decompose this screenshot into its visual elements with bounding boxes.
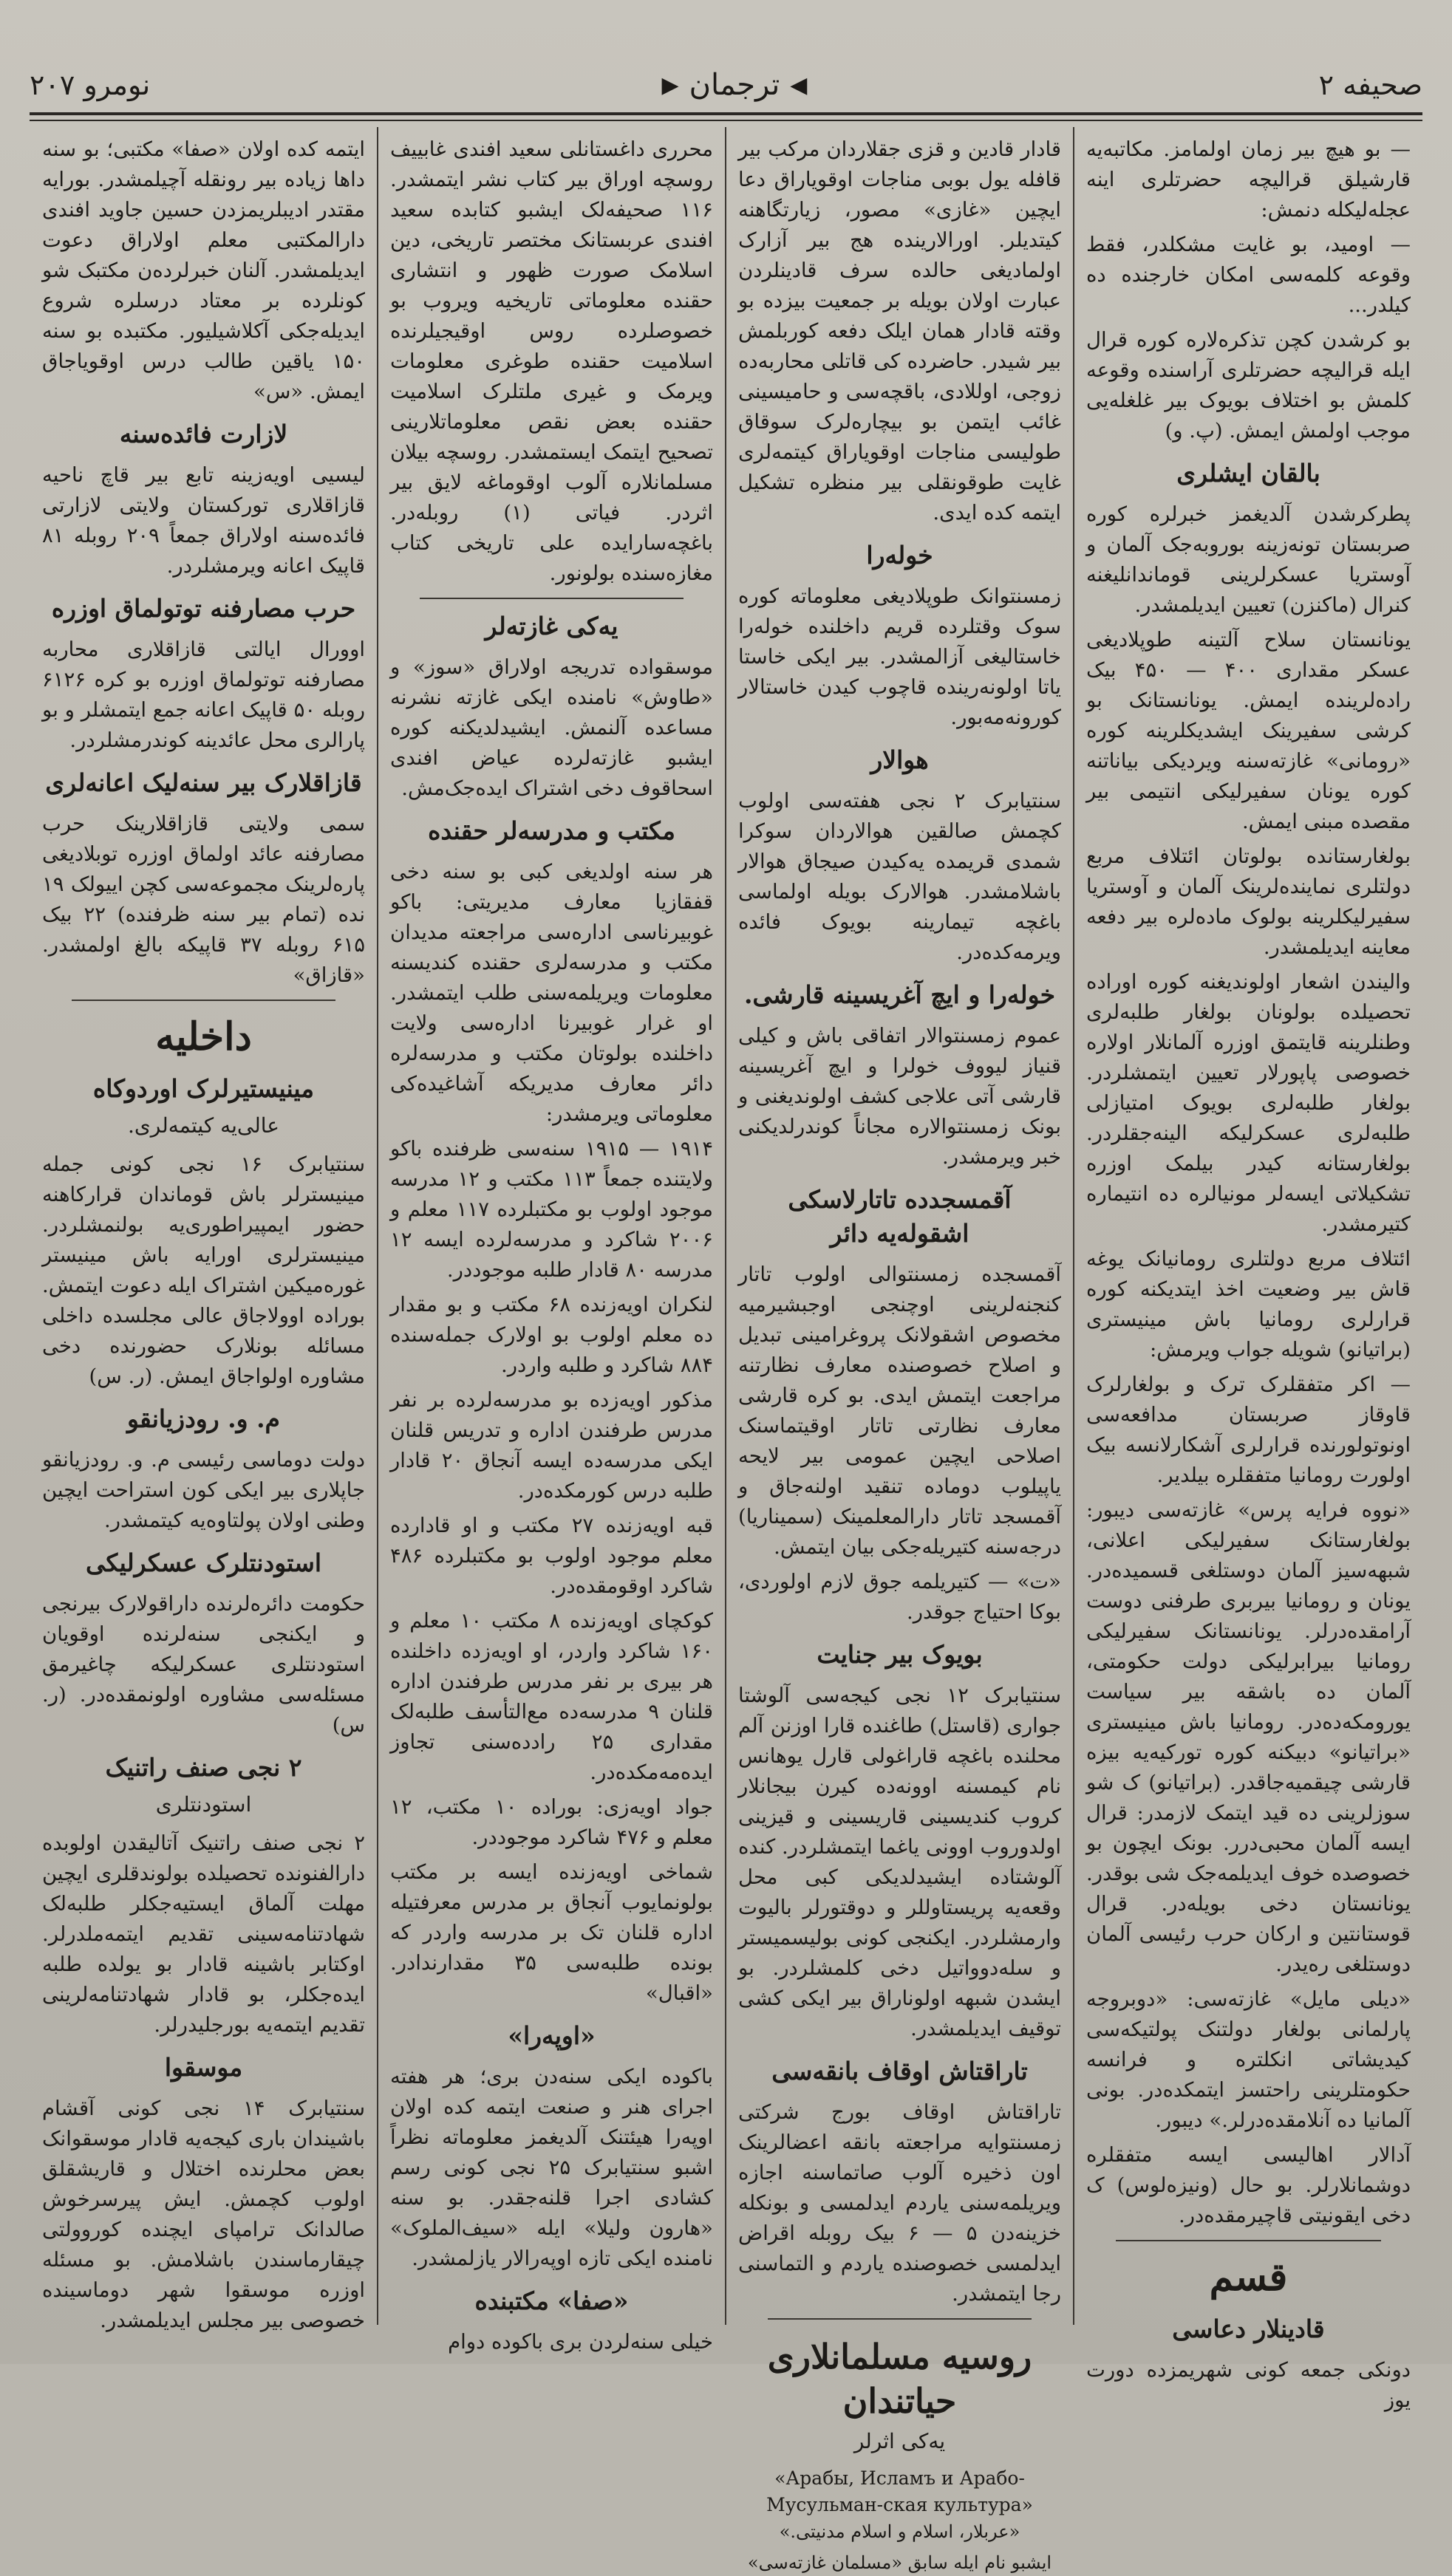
newspaper-title-block (662, 68, 808, 102)
book-title-cyrillic: «Арабы, Исламъ и Арабо-Мусульман-ская культура» (766, 2467, 1033, 2515)
section-divider (420, 598, 684, 599)
paragraph: دولت دوماسی رئیسی م. و. رودزیانقو جاپلاری بیر ایکی کون استراحت ایچین وطنی اولان پولتاوه‌یه کیتمشدر. (42, 1448, 365, 1532)
headline-fayda: لازارت فائده‌سنه (119, 420, 288, 448)
paragraph: «نووه فرایه پرس» غازته‌سی دیبور: بولغارستانک سفیرلیکی اعلانی، شبهه‌سیز آلمان دوستلغی قسمیده‌در. یونان و رومانیا بیربری طرفنی دوست آرامقده‌درلر. یونانستانک سفیرلیکی رومانیا بیرابرلیکی دولت حکومتی، آلمان ده باشقه بیر سیاست یورومکه‌ده‌در. رومانیا باش مینیستری «براتیانو» دبیکنه کوره تورکیه‌یه بیزه قارشی چیقمیه‌جاقدر. (براتیانو) ک شو سوزلرینی ده قید ایتمک لازمدر: قرال ایسه آلمان محبی‌درر. بونک ایچون بو خصوصده خوف ایدیلمه‌جک شی بوقدر. یونانستان دخی بویله‌در. قرال قوستانتین و ارکان حرب رئیسی آلمان دوستلغی ره‌یدر. (1086, 1498, 1411, 1976)
book-title-translation: «عربلار، اسلام و اسلام مدنیتی.» (779, 2521, 1020, 2542)
paragraph: خیلی سنه‌لردن بری باکوده دوام (448, 2330, 713, 2354)
headline-qazaq: قازاقلارک بیر سنه‌لیک اعانه‌لری (45, 768, 362, 797)
paragraph: بو کرشدن کچن تذکره‌لاره کوره قرال ایله قرالیچه حضرتلری آراسنده وقوعه کلمش بو اختلاف بویوک بیر غلغله‌یی موجب اولمش ایمش. (پ. و) (1086, 328, 1411, 443)
column-3 (378, 127, 726, 2354)
headline-gazete: یه‌کی غازته‌لر (485, 612, 618, 640)
paragraph: «ت» — کتیریلمه جوق لازم اولوردی، بوکا احتیاج جوقدر. (738, 1570, 1061, 1624)
headline-rodzianko: م. و. رودزیانقو (127, 1404, 280, 1433)
paragraph: هر سنه اولدیغی کبی بو سنه دخی قفقازیا معارف مدیریتی: باکو غوبیرناسی اداره‌سی مراجعته مدیدان مکتب و مدرسه‌لری حقنده کندیسنه معلومات ویریلمه‌سنی طلب ایتمشدر. او غرار غوبیرنا اداره‌سی ولایت داخلنده بولوتان مکتب و مدرسه‌لره دائر معارف مدیریکه آشاغیده‌کی معلوماتی ویرمشدر: (390, 860, 713, 1126)
headline-ministers: مینیستیرلرک اوردوکاه (92, 1074, 315, 1103)
paragraph: سنتیابرک ۱۶ نجی کونی جمله مینیسترلر باش قوماندان قرارکاهنه حضور ایمپیراطوری‌یه بولنمشلردر. مینیسترلری اورایه باش مینیستر غوره‌میکین اشتراک ایله دعوت ایتمش. بوراده اوولاجاق عالی مجلسده داخلی مسائله بونلارک حضورنده دخی مشاوره اولواجاق ایمش. (ر. س) (42, 1152, 366, 1388)
paragraph: آقمسجده زمسنتوالی اولوب تاتار کنجنه‌لرینی اوچنجی اوجبشیرمیه مخصوص اشقولانک پروغرامینی تبدیل و اصلاح خصوصنده معارف نظارتنه مراجعت ایتمش ایدی. بو کره قارشی معارف نظارتی تاتار اوقیتماسنک اصلاحی ایچین عمومی بیر لایحه یاپیلوب دوماده تنقید اولنه‌جاق و آقمسجد تاتار دارالمعلمینک (سمیناریا) درجه‌سنه کتیریله‌جکی بیان ایتمش. (738, 1263, 1061, 1559)
ornament-icon: ◀ (790, 72, 808, 98)
paragraph: حکومت دائره‌لرنده داراقولارک بیرنجی و ایکنجی سنه‌لرنده اوقویان استودنتلری عسکرلیکه چاغیرمق مسئله‌سی مشاوره اولونمقده‌در. (ر. س) (42, 1592, 365, 1737)
paragraph: ایشبو نام ایله سابق «مسلمان غازته‌سی» (747, 2552, 1052, 2573)
paragraph: جواد اویه‌زی: بوراده ۱۰ مکتب، ۱۲ معلم و ۴۷۶ شاکرد موجوددر. (390, 1795, 713, 1849)
section-divider (72, 1000, 335, 1001)
paragraph: زمسنتوانک طوپلادیغی معلوماته کوره سوک وقتلرده قریم داخلنده خوله‌را خاستالیغی آزالمشدر. بیر ایکی خاستا یاتا اولونه‌رینده قاچوب کیدن خاستالار کورونه‌مه‌بور. (738, 584, 1061, 729)
paragraph: ائتلاف مربع دولتلری رومانیانک یوغه قاش بیر وضعیت اخذ ایتدیکنه کوره قرارلری رومانیا باش مینیستری (براتیانو) شویله جواب ویرمش: (1086, 1247, 1411, 1362)
headline-balkan: بالقان ایشلری (1176, 459, 1320, 488)
headline-ministers-line2: عالی‌یه کیتمه‌لری. (127, 1113, 280, 1138)
masthead-rule-thin (30, 120, 1422, 121)
ornament-icon: ▶ (661, 72, 679, 98)
paragraph: کوکچای اویه‌زنده ۸ مکتب ۱۰ معلم و ۱۶۰ شاکرد واردر، او اویه‌زده داخلنده هر بیری بر نفر مدرس طرفندن اداره قلنان ۹ مدرسه‌ده مع‌التأسف طلبه‌لک مقداری ۲۵ رادده‌سنی تجاوز ایده‌مه‌مکده‌در. (390, 1609, 713, 1784)
headline-kadinlar: قادینلار دعاسی (1172, 2314, 1325, 2343)
headline-bank: تاراقتاش اوقاف بانقه‌سی (771, 2057, 1028, 2085)
paragraph: بولغارستانده بولوتان ائتلاف مربع دولتلری نماینده‌لرینک آلمان و آوستریا سفیرلیکلرینه بولوک ماده‌لره بیر دفعه معاینه ایدیلمشدر. (1086, 844, 1411, 959)
headline-havalar: هوالار (870, 745, 929, 774)
section-divider (1116, 2240, 1381, 2241)
headline-aqmesjid: آقمسجدده تاتارلاسکی اشقوله‌یه دائر (788, 1185, 1012, 1248)
headline-opera: «اوپه‌را» (508, 2021, 596, 2050)
headline-harb: حرب مصارفنه توتولماق اوزره (51, 594, 356, 623)
paragraph: یونانستان سلاح آلتینه طوپلادیغی عسکر مقداری ۴۰۰ — ۴۵۰ بیک راده‌لرینده ایمش. یونانستانک بو کرشی سفیرینک ایشدیکلرینه کوره «رومانی» غازته‌سنه ویردیکی بیاناتنه کوره یونان سفیرلیکی انتیمی بیر مقصده مبنی ایمش. (1086, 628, 1411, 833)
issue-number: نومرو ۲۰۷ (30, 69, 151, 101)
headline-sinif-line2: استودنتلری (155, 1792, 252, 1817)
paragraph: — بو هیچ بیر زمان اولمامز. مکاتبه‌یه قارشیلق قرالیچه حضرتلری اینه عجله‌لیکله دنمش: (1086, 137, 1411, 222)
masthead-rule (30, 112, 1422, 115)
headline-qisim: قسم (1209, 2255, 1288, 2300)
paragraph: باکوده ایکی سنه‌دن بری؛ هر هفته اجرای هنر و صنعت ایتمه کده اولان اوپه‌را هیئتنک آلدیغمز معلوماته نظراً اشبو سنتیابرک ۲۵ نجی کونی رسم کشادی اجرا قلنه‌جقدر. بو سنه «هارون ولیلا» ایله «سیف‌الملوک» نامنده ایکی تازه اوپه‌رالار یازلمشدر. (390, 2065, 713, 2270)
paragraph: سمی ولایتی قازاقلارینک حرب مصارفنه عائد اولماق اوزره توبلادیغی پاره‌لرینک مجموعه‌سی کچن اییولک ۱۹ نده (تمام بیر سنه ظرفنده) ۲۲ بیک ۶۱۵ روبله ۳۷ قاپیکه بالغ اولمشدر. «قازاق» (42, 812, 366, 987)
paragraph: عموم زمسنتوالار اتفاقی باش و کیلی قنیاز لیووف خولرا و ایچ آغریسینه قارشی آتی علاجی کشف اولوندیغنی و بونک زمسنتوالاره مجاناً کوندرلدیکنی خبر ویرمشدر. (738, 1024, 1061, 1169)
headline-moskva: موسقوا (164, 2053, 243, 2082)
paragraph: لنکران اویه‌زنده ۶۸ مکتب و بو مقدار ده معلم اولوب بو اولارک جمله‌سنده ۸۸۴ شاکرد و طلبه واردر. (390, 1293, 713, 1377)
paragraph: ۲ نجی صنف راتنیک آتالیقدن اولوبده دارالفنونده تحصیلده بولوندقلری ایچین مهلت آلماق ایستیه‌جکلر طلبه‌لک شهادتنامه‌سینی تقدیم ایتمه‌ملدرلر. اوکتابر باشینه قادار بو یولده طلبه ایده‌جکلر، بو قادار شهادتنامه‌لرینی تقدیم ایتمه‌یه بورجلیدرلر. (42, 1831, 365, 2037)
section-divider (768, 2318, 1032, 2320)
masthead (30, 59, 1422, 111)
column-2 (726, 127, 1074, 2573)
paragraph: تاراقتاش اوقاف بورج شرکتی زمسنتوایه مراجعته بانقه اعضالرینک اون ذخیره آلوب صاتماسنه اجازه ویریلمه‌سنی یاردم ایدلمسی و بونکله خزینه‌دن ۵ — ۶ بیک روبله اقراض ایدلمسی خصوصنده یاردم و التماسنی رجا ایتمشدر. (738, 2100, 1061, 2306)
paragraph: مذکور اویه‌زده بو مدرسه‌لرده بر نفر مدرس طرفندن اداره و تدریس قلنان ایکی مدرسه‌ده ایسه آنجاق ۲۰ قادار طلبه درس کورمکده‌در. (390, 1388, 713, 1503)
paragraph: محرری داغستانلی سعید افندی غابییف روسچه اوراق بیر کتاب نشر ایتمشدر. ۱۱۶ صحیفه‌لک ایشبو کتابده سعید افندی عربستانک مختصر تاریخی، دین اسلامک صورت ظهور و انتشاری حقنده معلوماتی تاریخیه ویروب بو خصوصلرده روس اوقیجیلرنده اسلامیت حقنده طوغری معلومات ویرمک و غیری ملتلرک اسلامیت حقنده بعض نقص معلوماتلارینی تصحیح ایتمک ایستمشدر. روسچه بیلان مسلمانلاره آلوب اوقوماغه لایق بیر اثردر. فیاتی (۱) روبله‌در. باغچه‌سارایده علی تاریخی کتاب مغازه‌سنده بولونور. (390, 137, 713, 585)
paragraph: موسقواده تدریجه اولاراق «سوز» و «طاوش» نامنده ایکی غازته نشرنه مساعده آلنمش. ایشیدلدیکنه کوره ایشبو غازته‌لرده عیاض افندی اسحاقوف دخی اشتراک ایده‌جک‌مش. (390, 655, 713, 800)
headline-kholera: خوله‌را (866, 541, 933, 570)
section-subtitle: یه‌کی اثرلر (853, 2429, 946, 2453)
paragraph: لیسیی اویه‌زینه تابع بیر قاچ ناحیه قازاقلاری تورکستان ولایتی لازارتی فائده‌سنه اولاراق جمعاً ۲۰۹ روبله ۸۱ قاپیک اعانه ویرمشلردر. (42, 463, 366, 578)
headline-sinif: ۲ نجی صنف راتنیک (105, 1753, 302, 1782)
paragraph: — اومید، بو غایت مشکلدر، فقط وقوعه کلمه‌سی امکان خارجنده ده کیلدر... (1086, 233, 1411, 317)
paragraph: سنتیابرک ۱۲ نجی کیجه‌سی آلوشتا جواری (قاستل) طاغنده قارا اوزنن آلم محلنده باغچه قاراغولی قارل یوهانس نام کیمسنه اوونه‌ده کیرن بیجانلار کروب کندیسینی قاریسینی و قیزینی اولدوروب اوونی یاغما ایتمشلردر. کنده آلوشتاده ایشیدلدیکی کبی محل وقعه‌یه پریستاوللر و دوقتورلر بالیوت وارمشلردر. ایکنجی کونی بولیسمیستر و سله‌دوواتیل دخی کلمشلردر. بو ایشدن شبهه اولوناراق بیر ایکی کشی توقیف ایدیلمشدر. (738, 1684, 1061, 2040)
headline-kholera-ich: خوله‌را و ایچ آغریسینه قارشی. (743, 980, 1056, 1009)
paragraph: قبه اویه‌زنده ۲۷ مکتب و او قادارده معلم موجود اولوب بو مکتبلرده ۴۸۶ شاکرد اوقومقده‌در. (390, 1514, 713, 1598)
paragraph: ایتمه کده اولان «صفا» مکتبی؛ بو سنه داها زیاده بیر رونقله آچیلمشدر. بورایه مقتدر ادیبلریمزدن حسین جاوید افندی دارالمکتبی معلم اولاراق دعوت ایدیلمشدر. آلنان خبرلرده‌ن مکتبک شو کونلرده بر معتاد درسلره شروع ایدیله‌جکی آکلاشیلیور. مکتبده بو سنه ۱۵۰ یاقین طالب درس اوقویاجاق ایمش. «س» (42, 137, 365, 403)
newspaper-title: ترجمان (689, 68, 780, 102)
headline-safa: «صفا» مکتبنده (474, 2286, 629, 2315)
headline-jinayet: بویوک بیر جنایت (817, 1640, 983, 1669)
paragraph: ۱۹۱۴ — ۱۹۱۵ سنه‌سی ظرفنده باکو ولایتنده جمعاً ۱۱۳ مکتب و ۱۲ مدرسه موجود اولوب بو مکتبلرده ۱۱۷ معلم و ۲۰۰۶ شاکرد و مدرسه‌لرده ایسه ۱۲ مدرسه ۸۰ قادار طلبه موجوددر. (390, 1137, 714, 1282)
column-4 (30, 127, 378, 2332)
headline-mekteb: مکتب و مدرسه‌لر حقنده (428, 816, 675, 845)
paragraph: دونکی جمعه کونی شهریمزده دورت یوز (1086, 2358, 1411, 2412)
page-number: صحیفه ۲ (1318, 69, 1422, 101)
paragraph: سنتیابرک ۲ نجی هفته‌سی اولوب کچمش صالقین هوالاردان سوکرا شمدی قریمده یه‌کیدن صیجاق هوالار باشلامشدر. هوالارک بویله اولماسی باغچه تیمارینه بویوک فائده ویرمه‌کده‌در. (738, 789, 1061, 964)
paragraph: والیندن اشعار اولوندیغنه کوره اوراده تحصیلده بولونان بولغار طلبه‌لری وطنلرینه قایتمق اوزره آلمانلار اولاره خصوصی پاپورلار تعیین ایتمشلردر. بولغار طلبه‌لری بویوک امتیازلی طلبه‌لری عسکرلیکه الینه‌جقلردر. بولغارستانه کیدر بیلمک اوزره تشکیلاتی ایسه‌لر مونیا‌لره ده انتیماره کتیرمشدر. (1086, 970, 1411, 1236)
column-1 (1074, 127, 1422, 2412)
paragraph: پطرکرشدن آلدیغمز خبرلره کوره صربستان تونه‌زینه بوروبه‌جک آلمان و آوستریا عسکرلرینی قوماندانلیغنه کنرال (ماکنزن) تعیین ایدیلمشدر. (1086, 502, 1411, 617)
section-title-russia-muslims: روسیه مسلمانلاری حیاتندان (767, 2337, 1032, 2421)
section-title-dakhiliye: داخلیه (155, 1014, 252, 1059)
paragraph: اوورال ایالتی قازاقلاری محاربه مصارفنه توتولماق اوزره بو کره ۶۱۲۶ روبله ۵۰ قاپیک اعانه جمع ایتمشلر و بو پارالری محل عائدینه کوندرمشلردر. (42, 638, 366, 752)
columns (30, 127, 1422, 2573)
paragraph: — اکر متفقلرک ترک و بولغارلرک قاوقاز صربستان مدافعه‌سی اونوتولورنده قرارلری آشکارلانسه بیک اولورت رومانیا متفقلره بیلدیر. (1086, 1373, 1411, 1487)
paragraph: «دیلی مایل» غازته‌سی: «دوبروجه پارلمانی بولغار دولتنک پولتیکه‌سی کیدیشاتی انکلتره و فرانسه حکومتلرینی راحتسز ایتمکده‌در. بونی آلمانیا ده آنلامقده‌درلر.» دیبور. (1086, 1987, 1411, 2132)
paragraph: قادار قادین و قزی جقلاردان مرکب بیر قافله یول بوبی مناجات اوقویاراق دعا ایچین «غازی» مصور، زیارتگاهنه کیتدیلر. اورالارینده هج بیر آزارک اولمادیغی حالده سرف قادینلردن عبارت اولان بویله بر جمعیت بیزده بو وقته قادار همان ایلک دفعه کوربلمش بیر شیدر. حاضرده کی قاتلی محاربه‌ده زوجی، اوللادی، باقچه‌سی و حامیسینی غائب ایتمن بو بیچاره‌لرک سوقاق طولیسی مناجات اوقویاراق کیتمه‌لری غایت طوقونقلی بیر منظره تشکیل ایتمه کده ایدی. (738, 137, 1061, 525)
paragraph: سنتیابرک ۱۴ نجی کونی آقشام باشیندان باری کیجه‌یه قادار موسقوانک بعض محلرنده اختلال و قاریشقلق اولوب کچمش. ایش پیرسرخوش صالدانک ترامپای ایچنده کوروولتی چیقارماسندن باشلامش. بو مسئله اوزره موسقوا شهر دوماسینده خصوصی بیر مجلس ایدیلمشدر. (42, 2097, 365, 2332)
paragraph: شماخی اویه‌زنده ایسه بر مکتب بولونمایوب آنجاق بر مدرس معرفتیله اداره قلنان تک بر مدرسه واردر که بونده طلبه‌سی ۳۵ مقدارندادر. «اقبال» (390, 1860, 713, 2005)
headline-students: استودنتلرک عسکرلیکی (85, 1548, 322, 1577)
paragraph: آدالار اهالیسی ایسه متفقلره دوشمانلارلر. بو حال (ونیزه‌لوس) ک دخی ایقونیتی قاچیرمقده‌در. (1086, 2143, 1411, 2227)
